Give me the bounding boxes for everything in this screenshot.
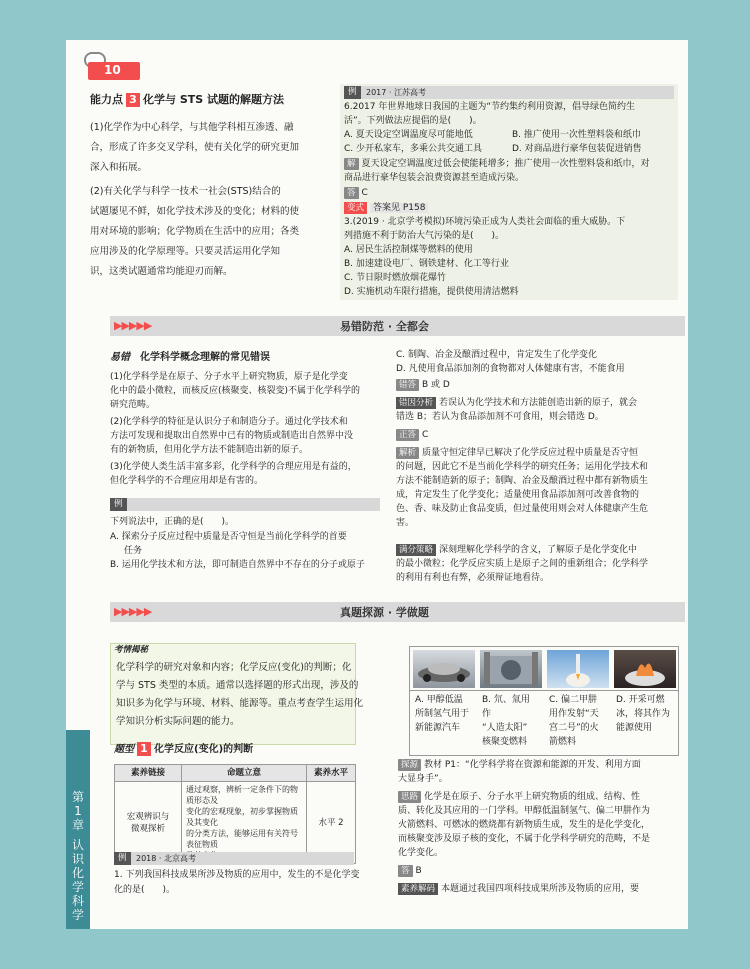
opt-b-l3: 核聚变燃料 (482, 737, 528, 747)
insight-l1: 化学科学的研究对象和内容；化学反应(变化)的判断；化 (116, 662, 352, 673)
error-cause-text-1: 若误认为化学技术和方法能创造出新的原子，就会 (439, 398, 638, 408)
err-p2-l1: (2)化学科学的特征是认识分子和制造分子。通过化学技术和 (110, 417, 348, 427)
error-heading (110, 350, 270, 365)
option-a-caption (412, 692, 474, 748)
err-opt-d: D. 凡使用食品添加剂的食物都对人体健康有害，不能食用 (396, 364, 625, 374)
ex1-solution-l2: 商品进行豪华包装会浪费资源甚至造成污染。 (344, 173, 525, 183)
th-link: 素养链接 (115, 765, 182, 782)
err-opt-b: B. 运用化学技术和方法，即可制造自然界中不存在的分子或原子 (110, 560, 365, 570)
variant-opt-d: D. 实施机动车限行措施，提供使用清洁燃料 (344, 287, 519, 297)
ex1-answer (344, 186, 368, 200)
exam-insight-label: 考情揭秘 (114, 645, 149, 655)
thinking-l2: 质、转化及其应用的一门学科。甲醇低温制氢气、偏二甲肼作为 (398, 806, 651, 816)
car-icon (413, 650, 475, 688)
strategy-l2: 的最小微粒；化学反应实质上是原子之间的重新组合；化学科学 (396, 559, 649, 569)
error-title: 化学科学概念理解的常见错误 (140, 352, 270, 363)
correct-answer (396, 428, 428, 442)
ex2-q-l2: 化的是( )。 (114, 885, 176, 895)
rocket-launch-image (547, 650, 609, 688)
correct-answer-tag: 正答 (396, 429, 419, 441)
err-opt-a-l1: A. 探索分子反应过程中质量是否守恒是当前化学科学的首要 (110, 532, 347, 542)
thinking-l3: 火箭燃料、可燃冰的燃烧都有新物质生成，发生的是化学变化， (398, 820, 651, 830)
err-p3-l2: 但化学科学的不合理应用却是有害的。 (110, 476, 264, 486)
ex1-answer-value: C (361, 188, 368, 198)
ex1-q-l1: 6.2017 年世界地球日我国的主题为“节约集约利用资源，倡导绿色简约生 (344, 102, 636, 112)
variant-opt-c: C. 节日限时燃放烟花爆竹 (344, 273, 447, 283)
arrows-icon: ▶▶▶▶▶ (114, 605, 152, 618)
ex2-q-l1: 1. 下列我国科技成果所涉及物质的应用中，发生的不是化学变 (114, 870, 360, 880)
wrong-answer (396, 378, 450, 392)
opt-c-l4: 箭燃料 (549, 737, 577, 747)
literacy-decode-text: 本题通过我国四项科技成果所涉及物质的应用，要 (441, 884, 640, 894)
wrong-answer-value: B 或 D (422, 380, 450, 390)
ability-label: 能力点 (90, 93, 123, 106)
options-divider (409, 690, 678, 691)
thinking-tag: 思路 (398, 791, 421, 803)
s1-p2-l2: 试题屡见不鲜，如化学技术涉及的变化；材料的使 (90, 206, 300, 217)
question-type-number: 1 (137, 742, 151, 756)
opt-c-l3: 宫二号”的火 (549, 723, 599, 733)
option-b-caption (479, 692, 541, 748)
car-image (413, 650, 475, 688)
question-type-title: 化学反应(变化)的判断 (154, 744, 254, 755)
analysis-text-1: 质量守恒定律早已解决了化学反应过程中质量是否守恒 (422, 448, 639, 458)
error-cause-l1 (396, 396, 637, 410)
question-type-label: 题型 (114, 744, 134, 755)
ex1-opt-a: A. 夏天设定空调温度尽可能地低 (344, 130, 473, 140)
ex1-q-l2: 活”。下列做法应提倡的是( )。 (344, 116, 482, 126)
thinking-l1 (398, 790, 640, 804)
s1-p2-l3: 用对环境的影响；化学物质在生活中的应用；各类 (90, 226, 300, 237)
th-level: 素养水平 (307, 765, 356, 782)
literacy-table (114, 764, 356, 864)
insight-l2: 学与 STS 类型的本质。通常以选择题的形式出现，涉及的 (116, 680, 359, 691)
side-char-5: 化 (71, 866, 84, 880)
side-char-2: 章 (71, 818, 84, 832)
th-intent: 命题立意 (182, 765, 307, 782)
s1-p1-l3: 深入和拓展。 (90, 162, 148, 173)
solution-tag: 解 (344, 158, 359, 170)
ex1-solution-l1 (344, 157, 650, 171)
ice-fire-icon (614, 650, 676, 688)
analysis-l6: 害。 (396, 518, 415, 528)
err-q: 下列说法中，正确的是( )。 (110, 517, 235, 527)
ex1-opt-d: D. 对商品进行豪华包装促进销售 (512, 144, 642, 154)
analysis-l5: 色、香、味及防止食品变质，但过量使用则会对人体健康产生危 (396, 504, 649, 514)
td-intent-l3: 的分类方法，能够运用有关符号表征物质 (186, 829, 298, 849)
literacy-decode (398, 882, 639, 896)
variant-q-l2: 列措施不利于防治大气污染的是( )。 (344, 231, 505, 241)
option-d-caption (613, 692, 675, 748)
ability-number: 3 (126, 93, 140, 107)
err-p3-l1: (3)化学使人类生活丰富多彩，化学科学的合理应用是有益的， (110, 462, 357, 472)
rocket-icon (547, 650, 609, 688)
side-char-7: 科 (71, 894, 84, 908)
insight-l4: 学知识分析实际问题的能力。 (116, 716, 240, 727)
insight-l3: 知识多为化学与环境、材料、能源等。重点考查学生运用化 (116, 698, 364, 709)
strategy-l1 (396, 543, 637, 557)
source-trace-l2: 大显身手”。 (398, 774, 448, 784)
err-example-header (110, 498, 380, 511)
arrows-icon: ▶▶▶▶▶ (114, 319, 152, 332)
banner-title: 真题探源 · 学做题 (340, 606, 429, 619)
example-label: 例 (344, 86, 361, 99)
side-char-4: 识 (71, 852, 84, 866)
exam-insight-box (110, 643, 359, 745)
err-opt-a-l2: 任务 (124, 546, 143, 556)
strategy-text-1: 深刻理解化学科学的含义，了解原子是化学变化中 (439, 545, 638, 555)
thinking-text-1: 化学是在原子、分子水平上研究物质的组成、结构、性 (424, 792, 641, 802)
analysis-l3: 方法不能制造新的原子；制陶、冶金及酿酒过程中都有新物质生 (396, 476, 649, 486)
s1-p1-l1: (1)化学作为中心科学，与其他学科相互渗透、融 (90, 122, 294, 133)
correct-answer-value: C (422, 430, 429, 440)
opt-c-l2: 用作发射“天 (549, 709, 599, 719)
variant-opt-b: B. 加速建设电厂、钢铁建材、化工等行业 (344, 259, 509, 269)
source-trace-l1 (398, 758, 641, 772)
banner-title: 易错防范 · 全都会 (340, 320, 429, 333)
error-label: 易错 (110, 352, 130, 363)
ex2-answer (398, 864, 422, 878)
section-subtitle: 化学与 STS 试题的解题方法 (143, 93, 285, 106)
opt-b-l2: “人造太阳” (482, 723, 528, 733)
side-char-0: 第 (71, 790, 84, 804)
variant-opt-a: A. 居民生活控制煤等燃料的使用 (344, 245, 473, 255)
answer-tag: 答 (344, 187, 359, 199)
opt-a-l2: 所制氢气用于 (415, 709, 470, 719)
variant-tag: 变式 (344, 202, 367, 214)
ex2-answer-value: B (415, 866, 422, 876)
thinking-l5: 化学变化。 (398, 848, 444, 858)
td-level: 水平 2 (307, 782, 356, 864)
wrong-answer-tag: 错答 (396, 379, 419, 391)
td-intent-l2: 变化的宏观现象，初步掌握物质及其变化 (186, 807, 298, 827)
ex2-label: 例 (114, 852, 131, 865)
analysis-l4: 成，肯定发生了化学变化；适量使用食品添加剂可改善食物的 (396, 490, 640, 500)
chapter-side-label (68, 790, 88, 922)
opt-d-l1: D. 开采可燃 (616, 695, 665, 705)
td-intent-l1: 通过观察，辨析一定条件下的物质形态及 (186, 785, 298, 805)
err-p2-l2: 方法可发现和提取出自然界中已有的物质或制造出自然界中没 (110, 431, 354, 441)
source-trace-text-1: 教材 P1：“化学科学将在资源和能源的开发、利用方面 (424, 760, 641, 770)
strategy-l3: 的利用有利也有弊，必须辩证地看待。 (396, 573, 550, 583)
example-source: 2017 · 江苏高考 (366, 88, 426, 97)
ex1-opt-b: B. 推广使用一次性塑料袋和纸巾 (512, 130, 641, 140)
opt-a-l1: A. 甲醇低温 (415, 695, 463, 705)
s1-p2-l1: (2)有关化学与科学一技术一社会(STS)结合的 (90, 186, 281, 197)
variant-q-l1: 3.(2019 · 北京学考模拟)环境污染正成为人类社会面临的重大威胁。下 (344, 217, 626, 227)
strategy-tag: 满分策略 (396, 544, 436, 556)
side-char-8: 学 (71, 908, 84, 922)
s1-p2-l4: 应用涉及的化学原理等。只要灵活运用化学知 (90, 246, 281, 257)
s1-p1-l2: 合，形成了许多交叉学科，使有关化学的研究更加 (90, 142, 300, 153)
textbook-page (66, 40, 688, 929)
side-char-6: 学 (71, 880, 84, 894)
reactor-icon (480, 650, 542, 688)
opt-d-l3: 能源使用 (616, 723, 653, 733)
side-char-3: 认 (71, 838, 84, 852)
error-cause-l2: 错选 B；若认为食品添加剂不可食用，则会错选 D。 (396, 412, 604, 422)
analysis-l1 (396, 446, 638, 460)
literacy-decode-tag: 素养解码 (398, 883, 438, 895)
variant-header (344, 201, 428, 215)
s1-p2-l5: 识，这类试题通常均能迎刃而解。 (90, 266, 233, 277)
option-c-caption (546, 692, 608, 748)
analysis-l2: 的问题，因此它不是当前化学科学的研究任务；运用化学技术和 (396, 462, 649, 472)
opt-b-l1: B. 氘、氚用作 (482, 695, 530, 719)
error-cause-tag: 错因分析 (396, 397, 436, 409)
analysis-tag: 解析 (396, 447, 419, 459)
ex2-source: 2018 · 北京高考 (136, 854, 196, 863)
source-trace-tag: 探源 (398, 759, 421, 771)
td-link-l2: 微观探析 (130, 823, 165, 834)
banner-real-exam (110, 602, 685, 622)
variant-answer-ref: 答案见 P158 (370, 203, 428, 213)
err-p1-l3: 研究范畴。 (110, 400, 156, 410)
fusion-reactor-image (480, 650, 542, 688)
err-p2-l3: 有的新物质，但用化学方法不能制造出新的原子。 (110, 445, 309, 455)
err-p1-l2: 化中的最小微粒，而核反应(核聚变、核裂变)不属于化学科学的 (110, 386, 361, 396)
banner-error-prevention (110, 316, 685, 336)
opt-d-l2: 冰，将其作为 (616, 709, 671, 719)
err-opt-c: C. 制陶、冶金及酿酒过程中，肯定发生了化学变化 (396, 350, 598, 360)
err-p1-l1: (1)化学科学是在原子、分子水平上研究物质，原子是化学变 (110, 372, 348, 382)
thinking-l4: 而核聚变涉及原子核的变化，不属于化学科学研究的范畴，不是 (398, 834, 651, 844)
opt-a-l3: 新能源汽车 (415, 723, 461, 733)
td-link-l1: 宏观辨识与 (126, 811, 170, 822)
page-number: 10 (104, 63, 121, 77)
side-char-1: 1 (74, 804, 82, 818)
section-heading (90, 92, 284, 107)
ex2-answer-tag: 答 (398, 865, 413, 877)
combustible-ice-image (614, 650, 676, 688)
opt-c-l1: C. 偏二甲肼 (549, 695, 598, 705)
question-type-heading (114, 742, 253, 757)
ex1-opt-c: C. 少开私家车，多乘公共交通工具 (344, 144, 483, 154)
err-example-label: 例 (110, 498, 127, 511)
ex1-solution-text-1: 夏天设定空调温度过低会使能耗增多；推广使用一次性塑料袋和纸巾，对 (361, 159, 650, 169)
